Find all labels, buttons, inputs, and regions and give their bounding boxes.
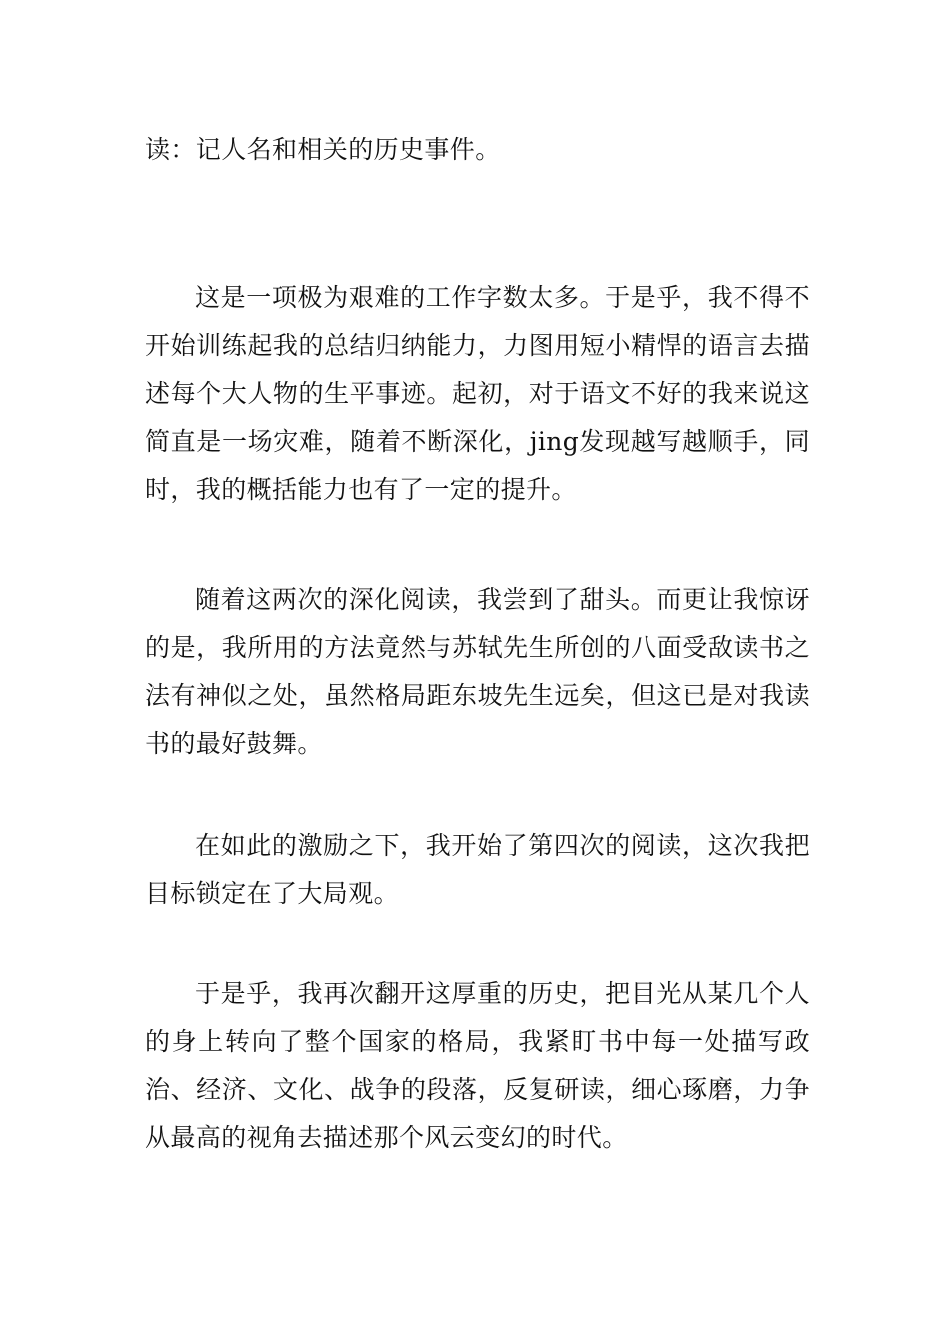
paragraph-3: 在如此的激励之下，我开始了第四次的阅读，这次我把目标锁定在了大局观。 (145, 831, 810, 908)
paragraph-2: 随着这两次的深化阅读，我尝到了甜头。而更让我惊讶的是，我所用的方法竟然与苏轼先生所创的八面受敌读书之法有神似之处，虽然格局距东坡先生远矣，但这已是对我读书的最好鼓舞。 (145, 585, 810, 758)
paragraph-1: 这是一项极为艰难的工作字数太多。于是乎，我不得不开始训练起我的总结归纳能力，力图用短小精悍的语言去描述每个大人物的生平事迹。起初，对于语文不好的我来说这简直是一场灾难，随着不断深化，jing发现越写越顺手，同时，我的概括能力也有了一定的提升。 (145, 283, 810, 504)
paragraph-continuation: 读：记人名和相关的历史事件。 (145, 135, 501, 164)
paragraph-4: 于是乎，我再次翻开这厚重的历史，把目光从某几个人的身上转向了整个国家的格局，我紧盯书中每一处描写政治、经济、文化、战争的段落，反复研读，细心琢磨，力争从最高的视角去描述那个风云变幻的时代。 (145, 979, 810, 1152)
